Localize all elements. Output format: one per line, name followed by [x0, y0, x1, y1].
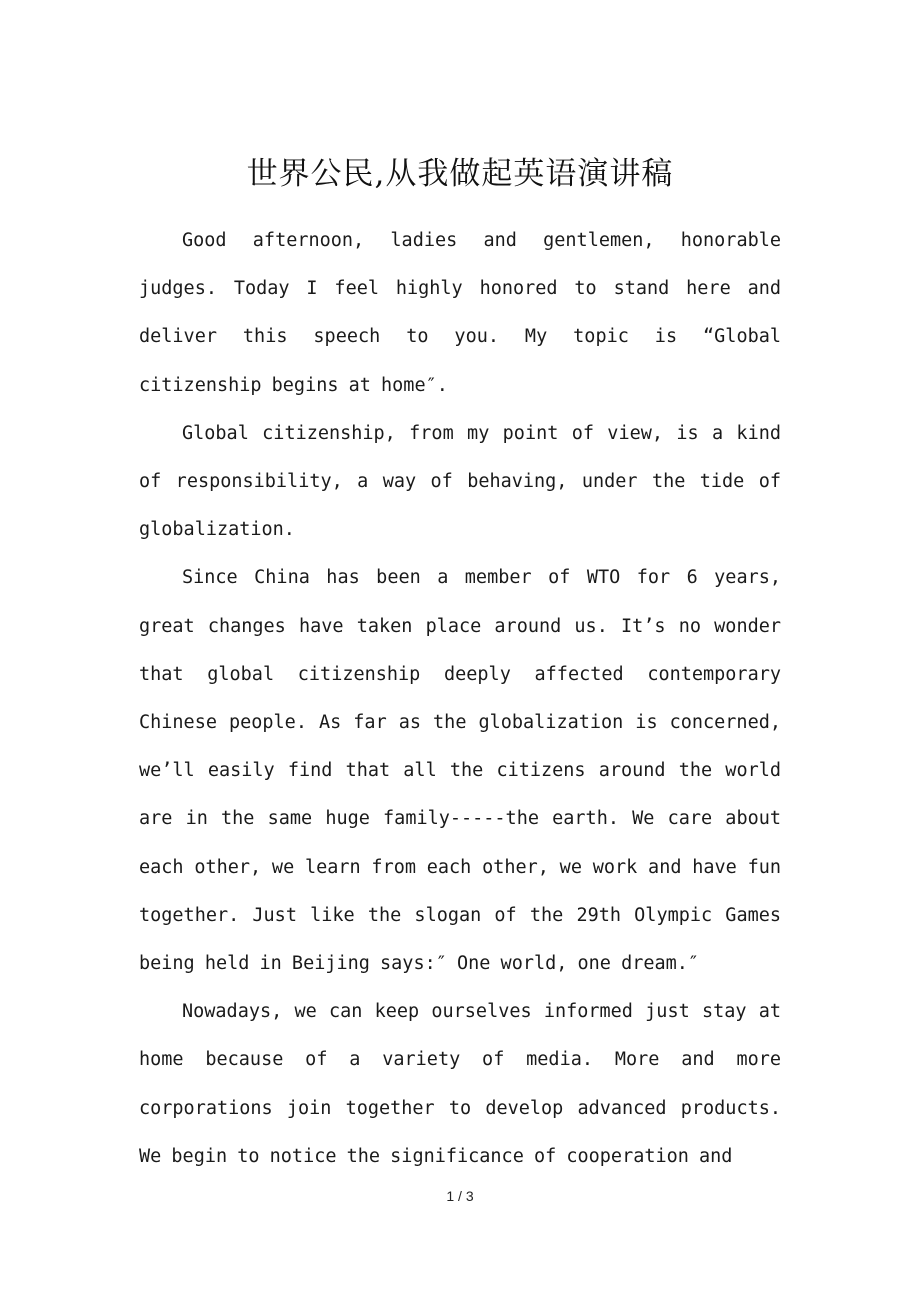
- document-body: [139, 217, 781, 1181]
- paragraph-media: Nowadays, we can keep ourselves informed just stay at home because of a variety of media. More and more corporations join together to develop advanced products. We begin to notice the significance of cooperation and: [139, 1001, 781, 1167]
- paragraph-definition: Global citizenship, from my point of view, is a kind of responsibility, a way of behaving, under the tide of globalization.: [139, 422, 781, 541]
- paragraph-china-wto: Since China has been a member of WTO for 6 years, great changes have taken place around us. It’s no wonder that global citizenship deeply affected contemporary Chinese people. As far as the globalization is concerned, we’ll easily find that all the citizens around the world are in the same huge family-----the earth. We care about each other, we learn from each other, we work and have fun together. Just like the slogan of the 29th Olympic Games being held in Beijing says:″ One world, one dream.″: [139, 567, 781, 975]
- document-title: 世界公民,从我做起英语演讲稿: [246, 156, 674, 192]
- paragraph-greeting: Good afternoon, ladies and gentlemen, honorable judges. Today I feel highly honored to stand here and deliver this speech to you. My topic is “Global citizenship begins at home″.: [139, 230, 781, 396]
- page-number: 1 / 3: [446, 1188, 474, 1204]
